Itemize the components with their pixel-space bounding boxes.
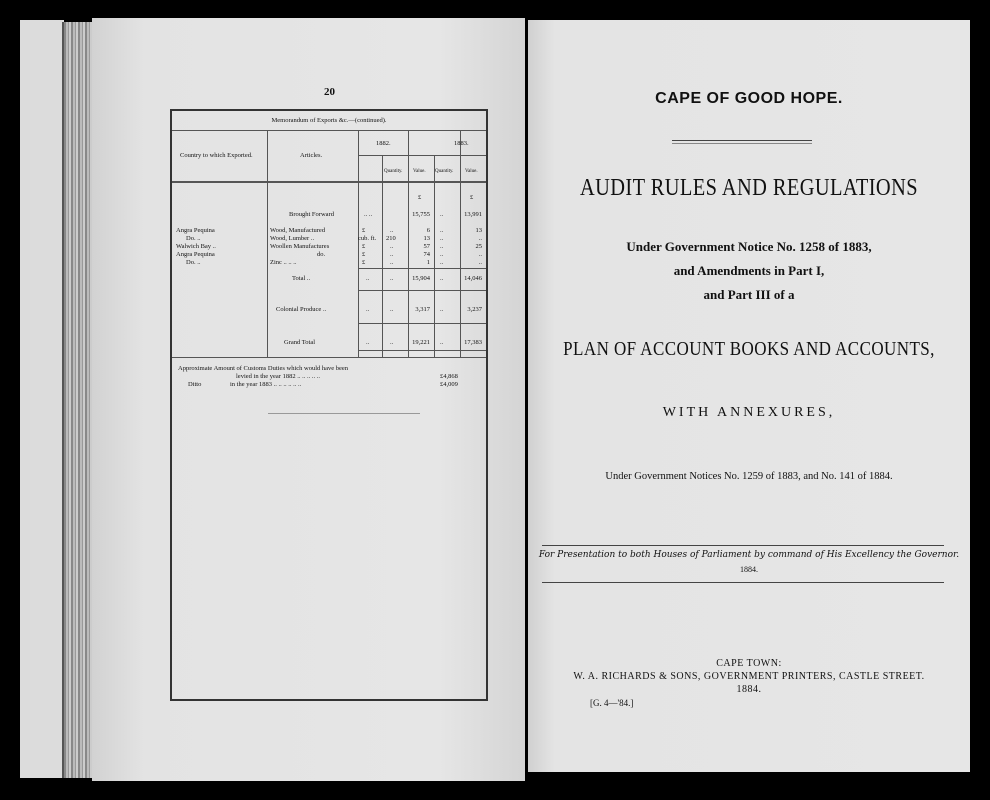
customs-amount-1883: £4,009 xyxy=(440,381,458,388)
colonial-produce-quantity-1883: .. xyxy=(440,306,444,313)
colonial-produce-quantity-1882: .. xyxy=(390,306,394,313)
presentation-line: For Presentation to both Houses of Parliament by command of His Excellency the Governor. xyxy=(538,550,960,560)
subtitle-line-2: and Amendments in Part I, xyxy=(673,263,825,278)
currency-1882: £ xyxy=(418,194,422,201)
colonial-produce-1883: 3,237 xyxy=(467,306,482,313)
divider-rule xyxy=(672,140,812,141)
customs-amount-1882: £4,868 xyxy=(440,373,458,380)
table-row: Angra Pequina do. £ .. 74 .. .. xyxy=(176,251,482,258)
grand-total-1883: 17,383 xyxy=(464,339,482,346)
left-margin-edge xyxy=(20,20,64,778)
table-title: Memorandum of Exports &c.—(continued). xyxy=(271,117,387,124)
main-title: AUDIT RULES AND REGULATIONS xyxy=(579,175,919,201)
header-articles: Articles. xyxy=(300,152,323,159)
presentation-bottom-rule xyxy=(542,582,944,583)
currency-1883: £ xyxy=(470,194,474,201)
grand-total-dots: .. xyxy=(366,339,370,346)
header-country: Country to which Exported. xyxy=(180,152,253,159)
header-quantity-1883: Quantity. xyxy=(435,169,454,174)
imprint-year: 1884. xyxy=(736,684,762,695)
left-page xyxy=(92,18,525,781)
header-value-1882: Value. xyxy=(413,169,426,174)
total-label: Total .. xyxy=(292,275,311,282)
total-quantity-1882: .. xyxy=(390,275,394,282)
subtitle-line-1: Under Government Notice No. 1258 of 1883, xyxy=(626,239,872,254)
header-year-1883: 1883. xyxy=(454,140,469,147)
total-1883: 14,046 xyxy=(464,275,482,282)
brought-forward-1883: 13,991 xyxy=(464,211,482,218)
customs-line-2: levied in the year 1882 .. .. .. .. .. xyxy=(236,373,320,380)
grand-total-1882: 19,221 xyxy=(412,339,430,346)
brought-forward-label: Brought Forward xyxy=(289,211,334,218)
table-row: Angra Pequina Wood, Manufactured £ .. 6 .. 13 xyxy=(176,227,482,234)
plan-title: PLAN OF ACCOUNT BOOKS AND ACCOUNTS, xyxy=(563,338,935,360)
page-number: 20 xyxy=(324,86,335,98)
table-row: Do. .. Wood, Lumber .. cub. ft. 210 13 .. .. xyxy=(186,235,482,242)
subtitle-line-3: and Part III of a xyxy=(703,287,795,302)
table-row: Walwich Bay .. Woollen Manufactures £ .. 57 .. 25 xyxy=(176,243,482,250)
colonial-produce-1882: 3,317 xyxy=(415,306,430,313)
total-1882: 15,904 xyxy=(412,275,430,282)
header-quantity-1882: Quantity. xyxy=(384,169,403,174)
header-value-1883: Value. xyxy=(465,169,478,174)
total-dots: .. xyxy=(366,275,370,282)
total-quantity-1883: .. xyxy=(440,275,444,282)
customs-line-3: in the year 1883 .. .. .. .. .. .. xyxy=(230,381,302,388)
grand-total-quantity-1883: .. xyxy=(440,339,444,346)
imprint-printer: W. A. RICHARDS & SONS, GOVERNMENT PRINTERS, CASTLE STREET. xyxy=(573,671,925,682)
header-year-1882: 1882. xyxy=(376,140,391,147)
brought-forward-dots: .. .. xyxy=(364,211,373,218)
table-row: Do. .. Zinc .. .. .. £ .. 1 .. .. xyxy=(186,259,482,266)
reference-code: [G. 4—'84.] xyxy=(590,698,634,708)
table-footer-rule xyxy=(268,413,420,414)
colonial-produce-label: Colonial Produce .. xyxy=(276,306,327,313)
right-page xyxy=(528,20,970,772)
customs-line-1: Approximate Amount of Customs Duties which would have been xyxy=(178,365,349,372)
customs-line-3-label: Ditto xyxy=(188,381,202,388)
brought-forward-dots-1883: .. xyxy=(440,211,444,218)
annexures-heading: WITH ANNEXURES, xyxy=(662,405,836,420)
presentation-year: 1884. xyxy=(740,565,758,574)
presentation-top-rule xyxy=(542,545,944,546)
grand-total-label: Grand Total xyxy=(284,339,316,346)
grand-total-quantity-1882: .. xyxy=(390,339,394,346)
colony-heading: CAPE OF GOOD HOPE. xyxy=(655,90,843,107)
imprint-city: CAPE TOWN: xyxy=(716,658,782,669)
notices-line: Under Government Notices No. 1259 of 1883, and No. 141 of 1884. xyxy=(605,471,893,482)
colonial-produce-dots: .. xyxy=(366,306,370,313)
exports-table xyxy=(170,109,488,701)
brought-forward-1882: 15,755 xyxy=(412,211,430,218)
